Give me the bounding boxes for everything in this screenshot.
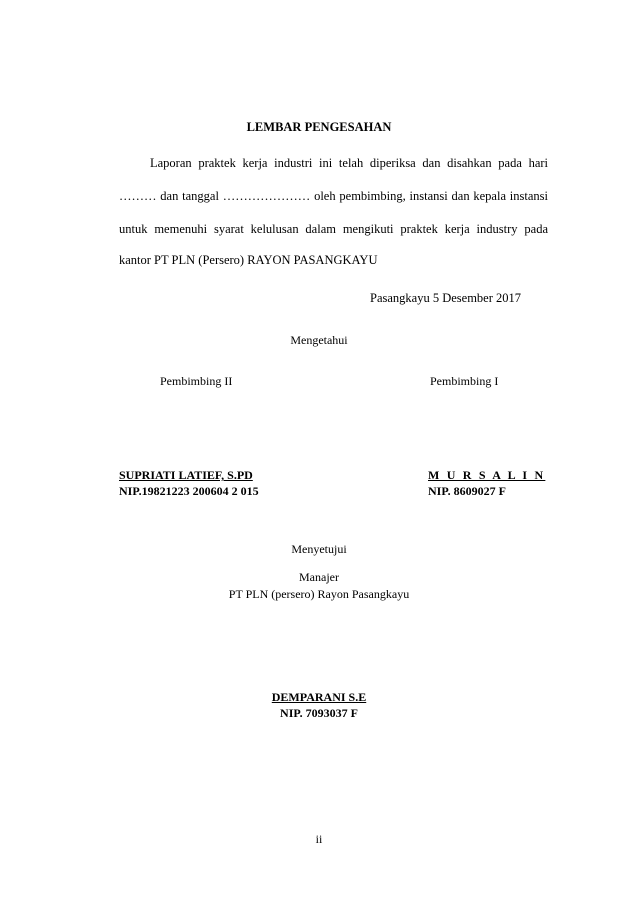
manager-nip: NIP. 7093037 F <box>280 706 358 720</box>
advisor-2-role: Pembimbing II <box>160 374 233 388</box>
page-title: LEMBAR PENGESAHAN <box>246 120 392 134</box>
paragraph-line-4: kantor PT PLN (Persero) RAYON PASANGKAYU <box>119 253 378 267</box>
manager-name: DEMPARANI S.E <box>271 690 367 704</box>
advisor-2-name: SUPRIATI LATIEF, S.PD <box>119 468 253 482</box>
paragraph-line-3: untuk memenuhi syarat kelulusan dalam mengikuti praktek kerja industry pada <box>119 222 548 236</box>
advisor-1-nip: NIP. 8609027 F <box>428 484 506 498</box>
approved-label: Menyetujui <box>291 542 347 556</box>
page-number: ii <box>315 832 323 846</box>
place-date: Pasangkayu 5 Desember 2017 <box>370 291 522 305</box>
manager-company: PT PLN (persero) Rayon Pasangkayu <box>228 587 410 601</box>
paragraph-line-1: Laporan praktek kerja industri ini telah diperiksa dan disahkan pada hari <box>150 156 548 170</box>
advisor-1-role: Pembimbing I <box>430 374 499 388</box>
acknowledged-label: Mengetahui <box>290 333 348 347</box>
manager-title: Manajer <box>299 570 339 584</box>
advisor-1-name: M U R S A L I N <box>428 468 546 482</box>
paragraph-line-2: ……… dan tanggal ………………… oleh pembimbing, instansi dan kepala instansi <box>119 189 548 203</box>
advisor-2-nip: NIP.19821223 200604 2 015 <box>119 484 259 498</box>
